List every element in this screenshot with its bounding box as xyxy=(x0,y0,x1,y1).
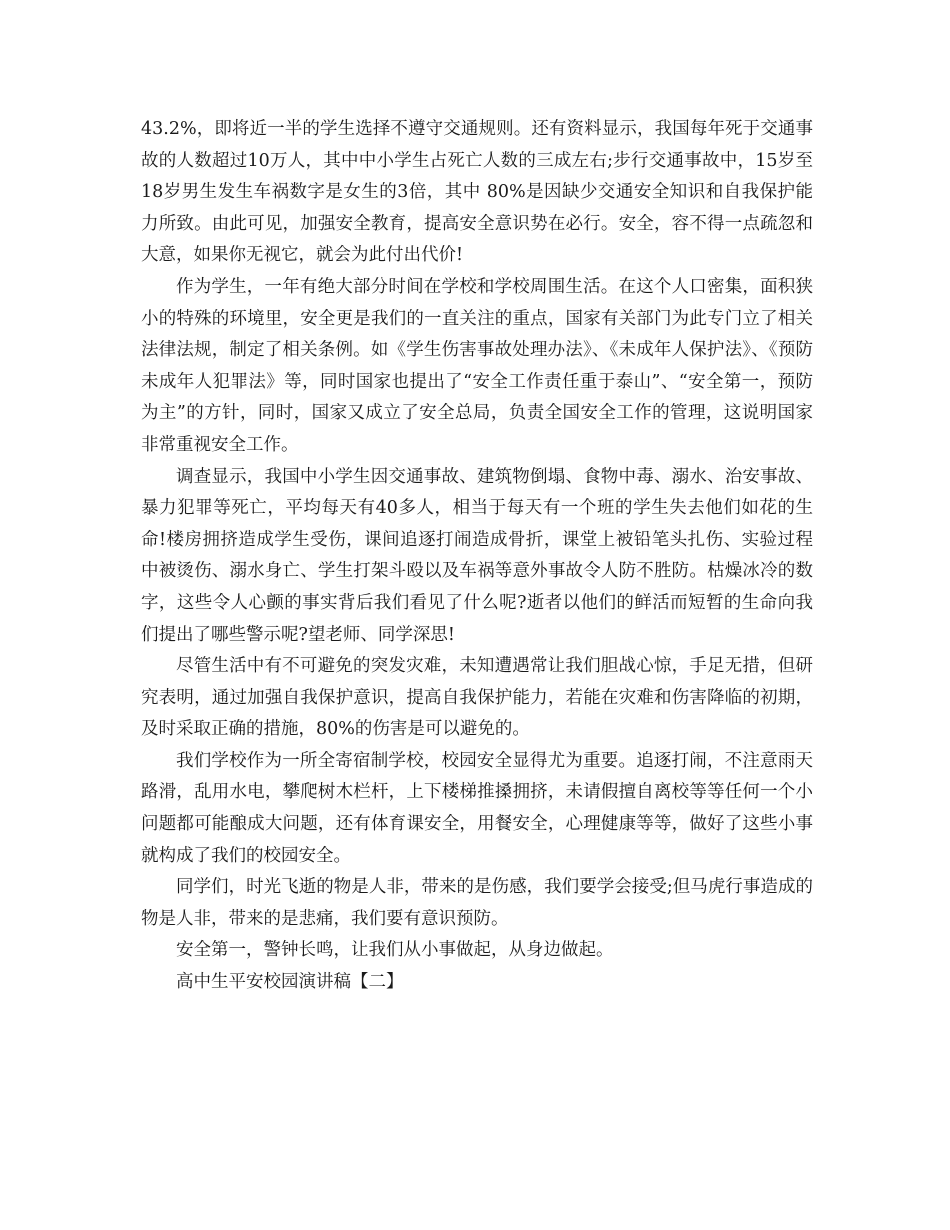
section-heading: 高中生平安校园演讲稿【二】 xyxy=(176,972,404,993)
paragraph-traffic-statistics: 43.2%，即将近一半的学生选择不遵守交通规则。还有资料显示，我国每年死于交通事故的人数超过10万人，其中中小学生占死亡人数的三成左右;步行交通事故中，15岁至18岁男生发生车祸数字是女生的3倍，其中 80%是因缺少交通安全知识和自我保护能力所致。由此可见，加强安全教育，提高安全意识势在必行。安全，容不得一点疏忽和大意，如果你无视它，就会为此付出代价! xyxy=(141,119,813,266)
paragraph-call-to-students: 同学们，时光飞逝的物是人非，带来的是伤感，我们要学会接受;但马虎行事造成的物是人非，带来的是悲痛，我们要有意识预防。 xyxy=(141,877,813,929)
paragraph-closing-slogan: 安全第一，警钟长鸣，让我们从小事做起，从身边做起。 xyxy=(176,940,614,961)
paragraph-self-protection: 尽管生活中有不可避免的突发灾难，未知遭遇常让我们胆战心惊，手足无措，但研究表明，通过加强自我保护意识，提高自我保护能力，若能在灾难和伤害降临的初期，及时采取正确的措施，80%的伤害是可以避免的。 xyxy=(141,656,813,740)
paragraph-survey-findings: 调查显示，我国中小学生因交通事故、建筑物倒塌、食物中毒、溺水、治安事故、暴力犯罪等死亡，平均每天有40多人，相当于每天有一个班的学生失去他们如花的生命!楼房拥挤造成学生受伤，课间追逐打闹造成骨折，课堂上被铅笔头扎伤、实验过程中被烫伤、溺水身亡、学生打架斗殴以及车祸等意外事故令人防不胜防。枯燥冰冷的数字，这些令人心颤的事实背后我们看见了什么呢?逝者以他们的鲜活而短暂的生命向我们提出了哪些警示呢?望老师、同学深思! xyxy=(141,466,813,645)
document-body xyxy=(141,114,813,999)
paragraph-school-safety: 我们学校作为一所全寄宿制学校，校园安全显得尤为重要。追逐打闹，不注意雨天路滑，乱用水电，攀爬树木栏杆，上下楼梯推搡拥挤，未请假擅自离校等等任何一个小问题都可能酿成大问题，还有体育课安全，用餐安全，心理健康等等，做好了这些小事就构成了我们的校园安全。 xyxy=(141,750,813,866)
paragraph-student-environment: 作为学生，一年有绝大部分时间在学校和学校周围生活。在这个人口密集，面积狭小的特殊的环境里，安全更是我们的一直关注的重点，国家有关部门为此专门立了相关法律法规，制定了相关条例。如《学生伤害事故处理办法》、《未成年人保护法》、《预防未成年人犯罪法》等，同时国家也提出了“安全工作责任重于泰山”、“安全第一，预防为主”的方针，同时，国家又成立了安全总局，负责全国安全工作的管理，这说明国家非常重视安全工作。 xyxy=(141,276,813,455)
